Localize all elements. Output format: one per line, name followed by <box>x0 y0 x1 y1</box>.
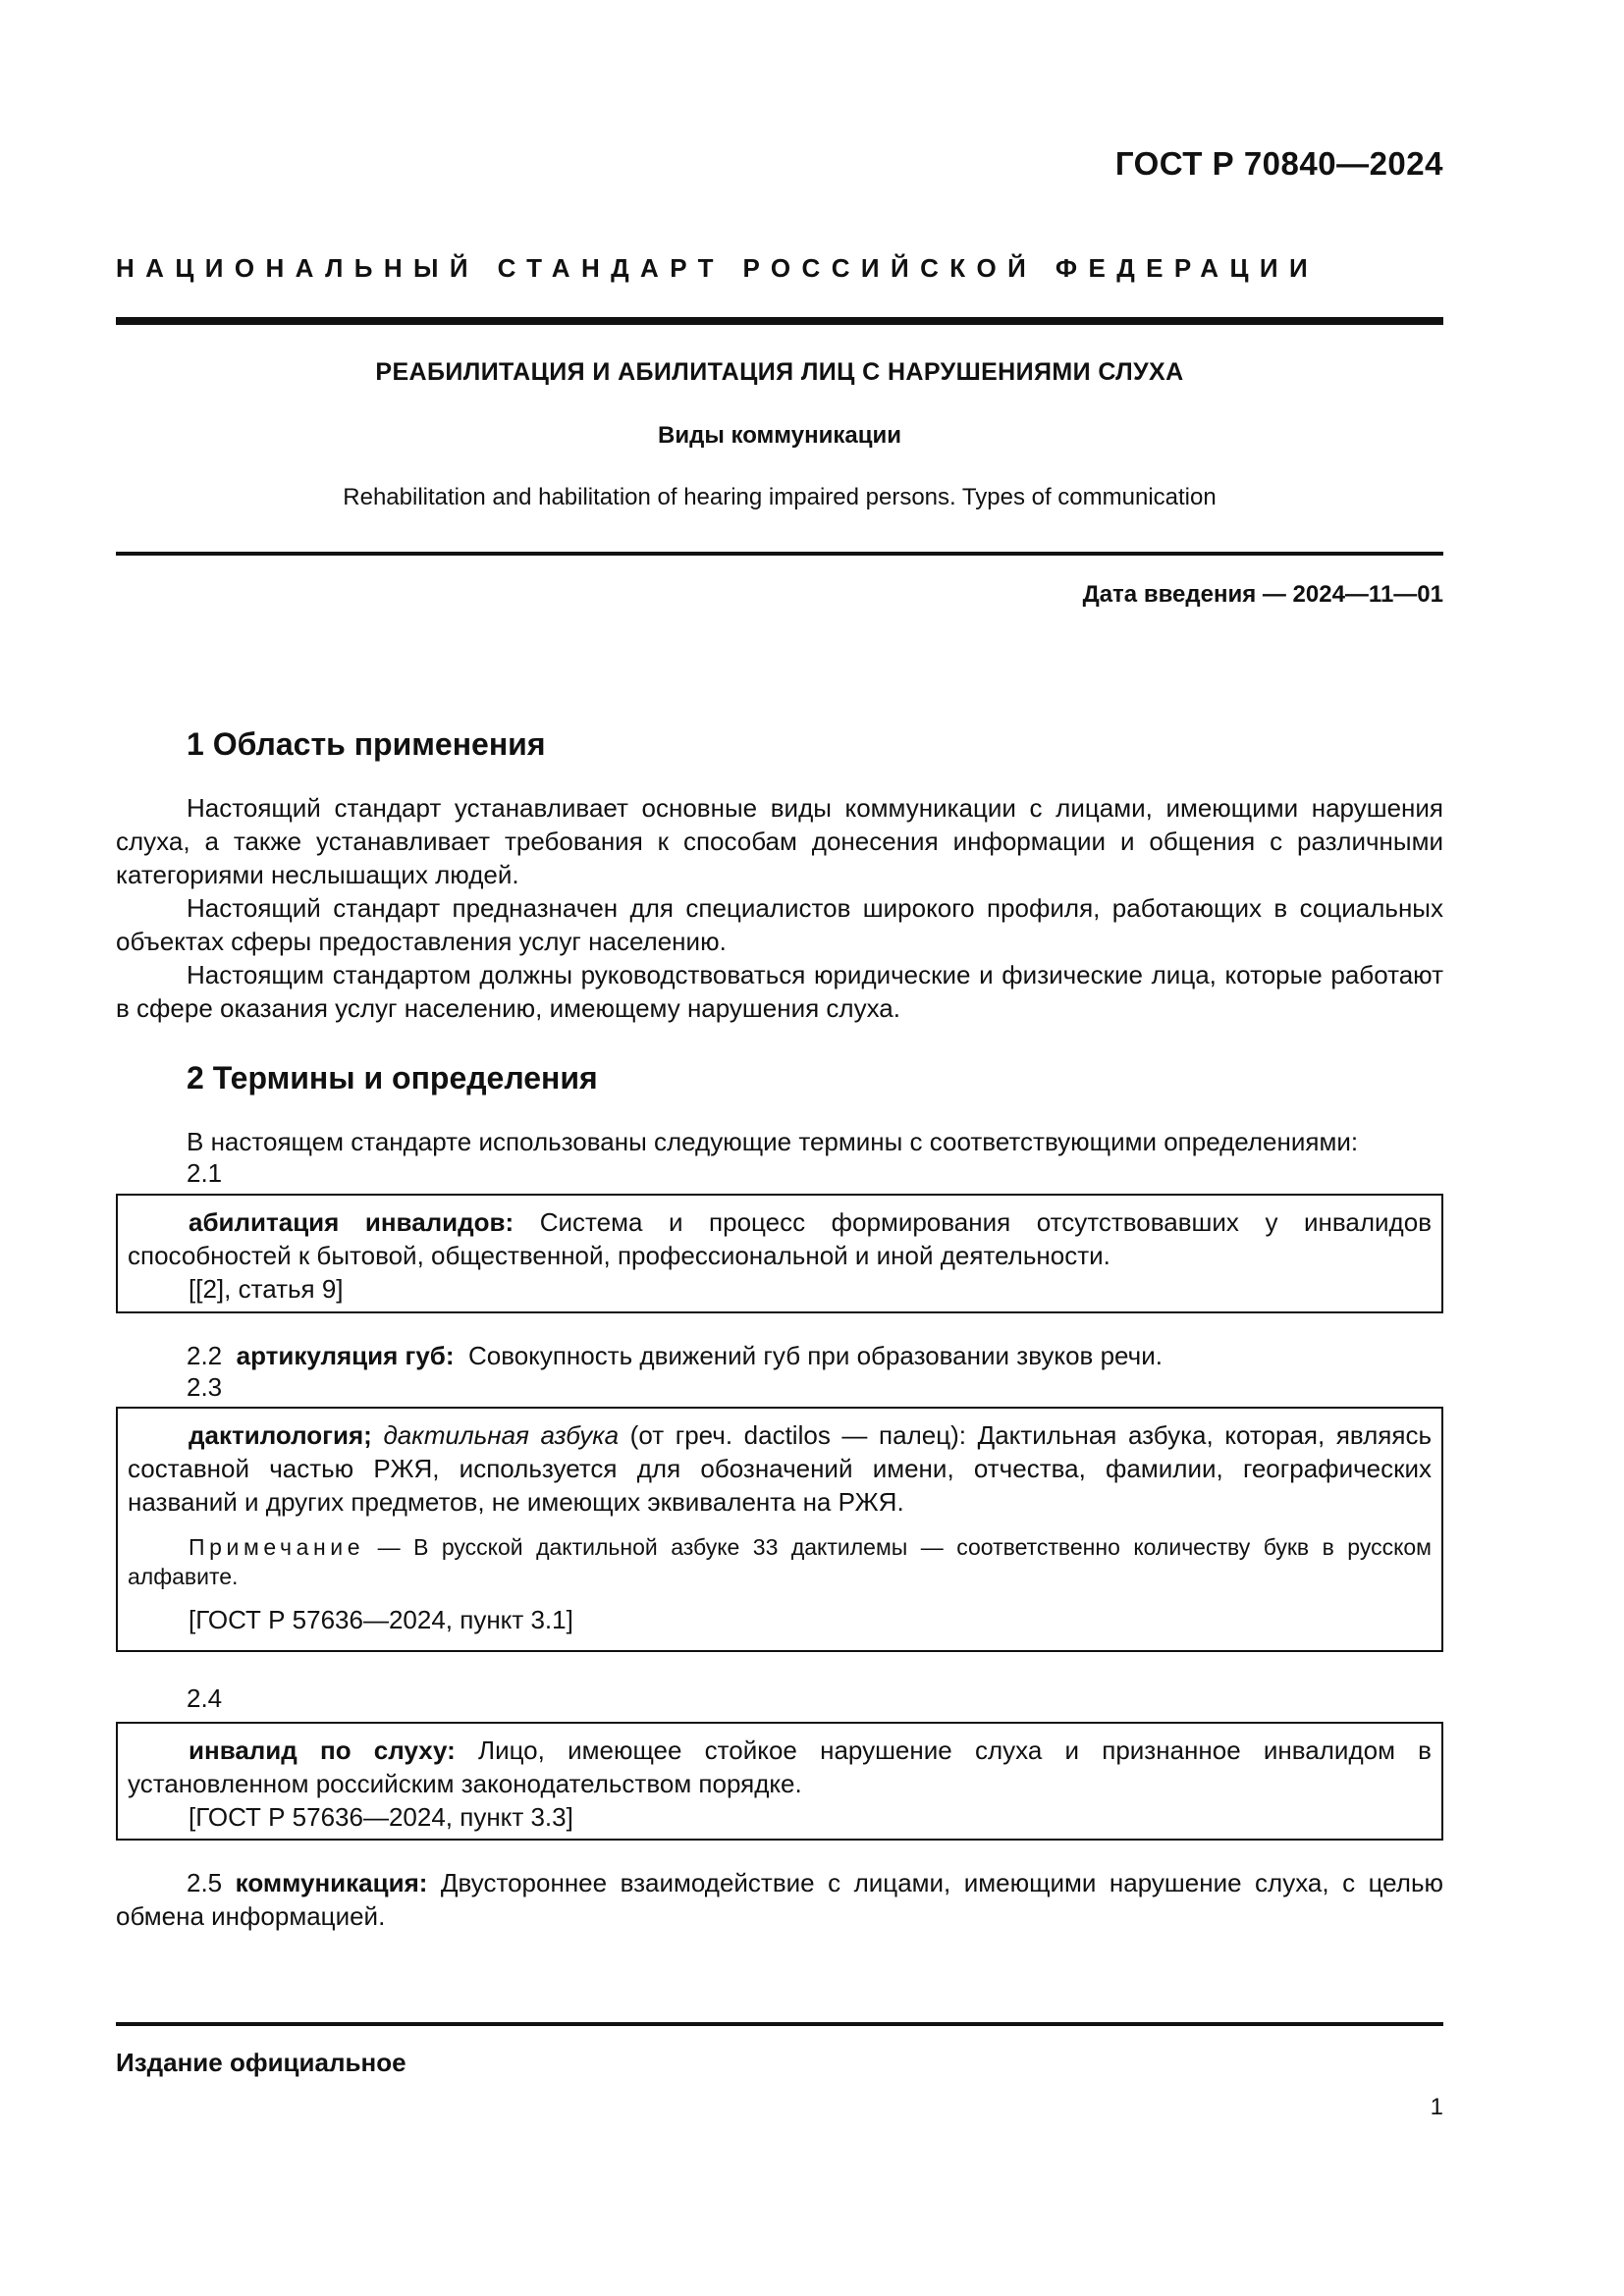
term-line <box>187 1339 1443 1372</box>
section-1-heading: 1 Область применения <box>187 726 546 762</box>
term-source: [ГОСТ Р 57636—2024, пункт 3.3] <box>189 1802 573 1832</box>
term-source: [ГОСТ Р 57636—2024, пункт 3.1] <box>189 1605 573 1634</box>
section-2-intro: В настоящем стандарте использованы следующие термины с соответствующими определениями: <box>187 1127 1359 1156</box>
term-number: 2.1 <box>187 1158 223 1188</box>
term-definition: (от греч. dactilos — палец): Дактильная азбука, которая, являясь составной частью РЖЯ, используется для обозначений имени, отчества, фамилии, географических названий и других предметов, не имеющих эквивалента на РЖЯ. <box>128 1420 1432 1517</box>
title-rule <box>116 552 1443 556</box>
term-note <box>128 1532 1432 1591</box>
term-name: абилитация инвалидов: <box>189 1207 514 1237</box>
footer-rule <box>116 2022 1443 2026</box>
document-number: ГОСТ Р 70840—2024 <box>1114 145 1443 182</box>
term-box <box>116 1194 1443 1313</box>
section-1-paragraph: Настоящий стандарт устанавливает основные виды коммуникации с лицами, имеющими нарушения слуха, а также устанавливает требования к способам донесения информации и общения с различными категориями неслышащих людей. <box>116 793 1443 889</box>
standard-subtitle-ru: Виды коммуникации <box>658 422 901 449</box>
term-number: 2.5 <box>187 1868 223 1897</box>
term-synonym: дактильная азбука <box>383 1420 620 1450</box>
introduction-date: Дата введения — 2024—11—01 <box>1082 581 1443 608</box>
standard-title-ru: РЕАБИЛИТАЦИЯ И АБИЛИТАЦИЯ ЛИЦ С НАРУШЕНИЯМИ СЛУХА <box>375 358 1184 386</box>
term-number: 2.3 <box>187 1372 223 1402</box>
term-definition: Двустороннее взаимодействие с лицами, имеющими нарушение слуха, с целью обмена информацией. <box>116 1868 1443 1931</box>
term-definition-line <box>128 1418 1432 1519</box>
term-definition: Совокупность движений губ при образовании звуков речи. <box>467 1341 1163 1370</box>
term-name: инвалид по слуху: <box>189 1735 456 1765</box>
section-1-paragraph: Настоящий стандарт предназначен для специалистов широкого профиля, работающих в социальных объектах сферы предоставления услуг населению. <box>116 893 1443 956</box>
term-source: [[2], статья 9] <box>189 1274 344 1304</box>
term-definition: Система и процесс формирования отсутствовавших у инвалидов способностей к бытовой, общественной, профессиональной и иной деятельности. <box>128 1207 1432 1270</box>
term-line <box>116 1866 1443 1933</box>
national-standard-banner: НАЦИОНАЛЬНЫЙ СТАНДАРТ РОССИЙСКОЙ ФЕДЕРАЦИИ <box>116 253 1320 283</box>
official-edition-label: Издание официальное <box>116 2048 406 2077</box>
note-text: — В русской дактильной азбуке 33 дактилемы — соответственно количеству букв в русском алфавите. <box>128 1534 1432 1589</box>
section-1-body <box>116 791 1443 1025</box>
section-2-heading: 2 Термины и определения <box>187 1060 598 1095</box>
term-definition-line <box>128 1734 1432 1800</box>
term-number: 2.4 <box>187 1683 223 1713</box>
page-number: 1 <box>1430 2094 1443 2120</box>
section-1-paragraph: Настоящим стандартом должны руководствоваться юридические и физические лица, которые работают в сфере оказания услуг населению, имеющему нарушения слуха. <box>116 960 1443 1023</box>
note-label: Примечание <box>189 1534 365 1560</box>
term-definition-line <box>128 1205 1432 1272</box>
header-rule <box>116 317 1443 325</box>
term-definition: Лицо, имеющее стойкое нарушение слуха и признанное инвалидом в установленном российским законодательством порядке. <box>128 1735 1432 1798</box>
standard-title-en: Rehabilitation and habilitation of hearing impaired persons. Types of communication <box>343 484 1217 510</box>
term-box <box>116 1722 1443 1841</box>
term-box <box>116 1407 1443 1652</box>
term-number: 2.2 <box>187 1341 223 1370</box>
term-name: артикуляция губ: <box>236 1341 455 1370</box>
term-name: коммуникация: <box>235 1868 428 1897</box>
term-name: дактилология; <box>189 1420 372 1450</box>
